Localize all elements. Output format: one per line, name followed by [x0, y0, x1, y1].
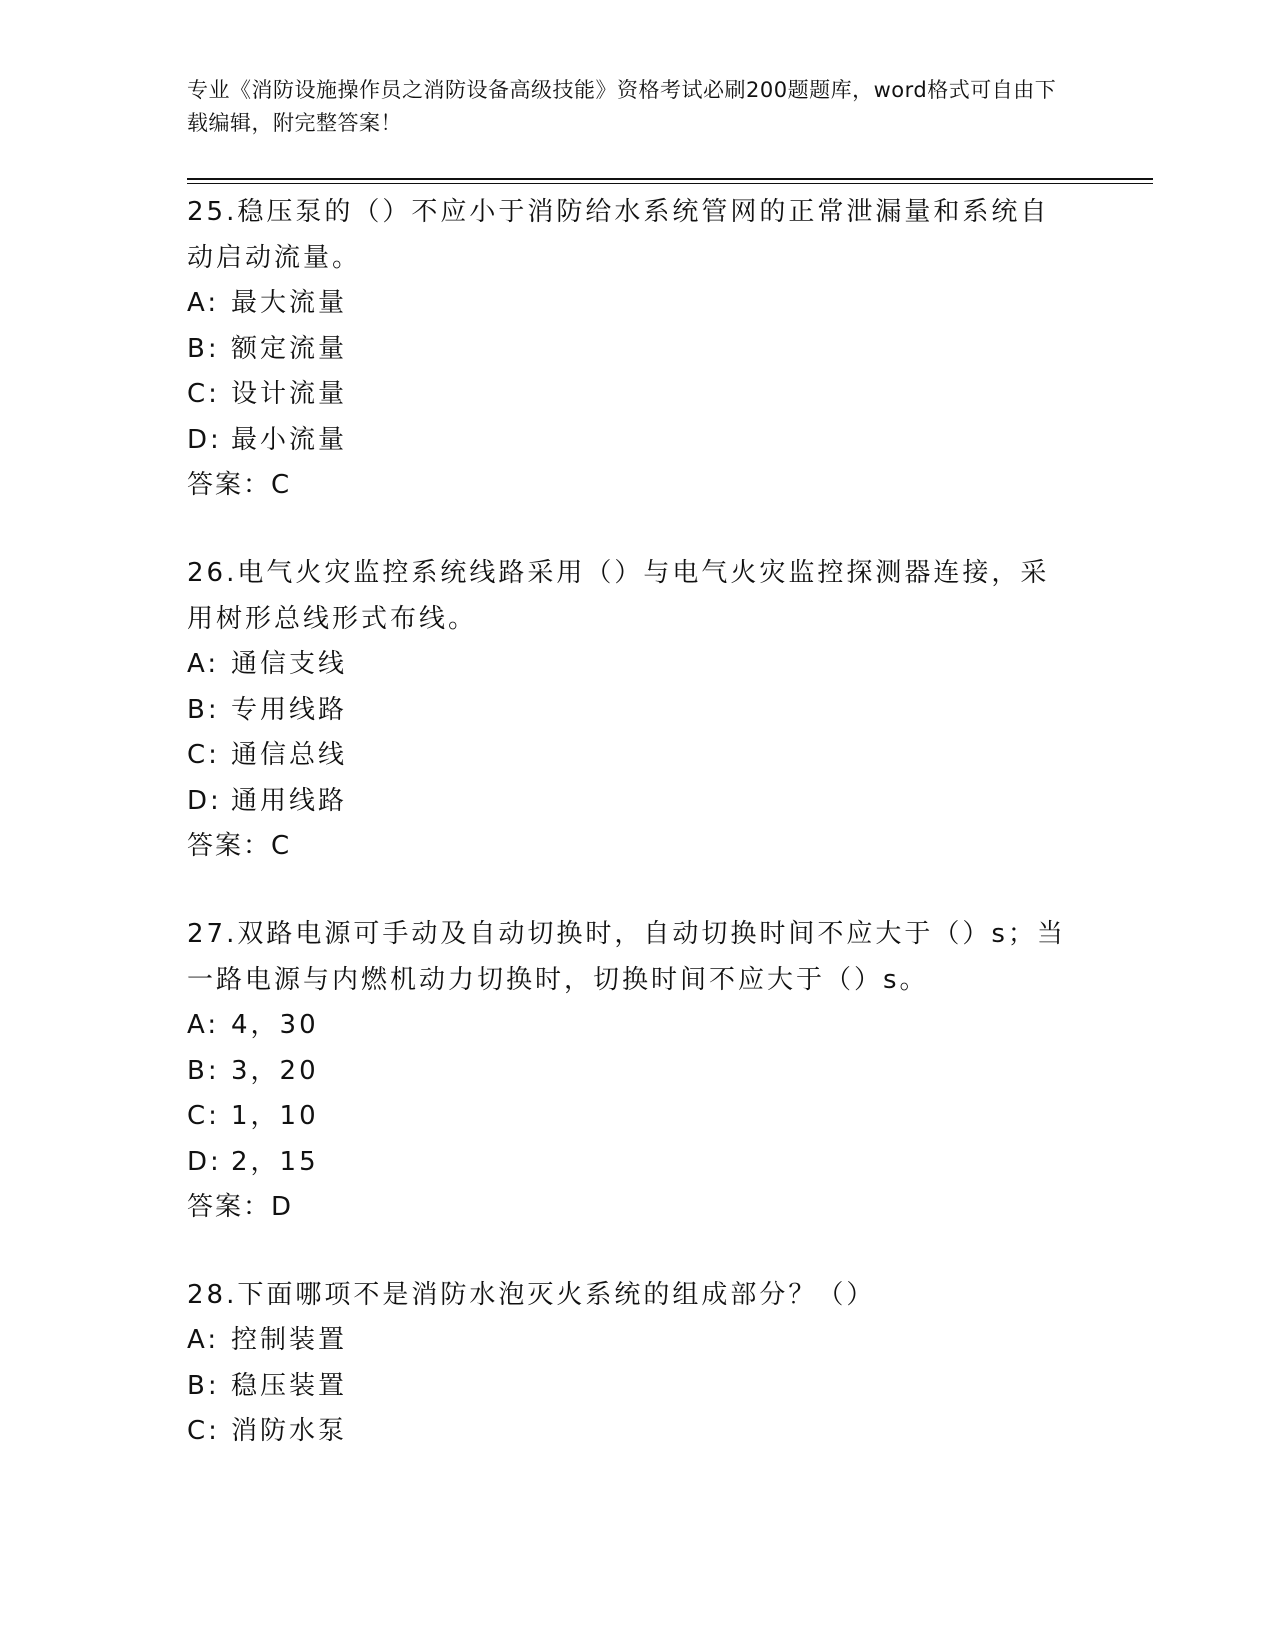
option-key: D: — [187, 785, 222, 816]
answer-value: C — [271, 831, 290, 861]
option-text: 稳压装置 — [231, 1370, 348, 1401]
answer-line — [187, 463, 1087, 508]
option-key: C: — [187, 1416, 220, 1446]
option-key: D: — [187, 1146, 222, 1177]
option-key: B: — [187, 333, 220, 364]
header-divider-thick — [187, 178, 1153, 180]
option-text: 2，15 — [231, 1146, 319, 1177]
option-key: A: — [187, 288, 220, 318]
option-key: A: — [187, 649, 220, 679]
option-c — [187, 1094, 1087, 1140]
answer-value: C — [271, 470, 290, 500]
option-key: D: — [187, 424, 222, 455]
question-stem: 25.稳压泵的（）不应小于消防给水系统管网的正常泄漏量和系统自动启动流量。 — [187, 197, 1050, 273]
option-text: 最大流量 — [231, 288, 348, 318]
question-25 — [187, 189, 1087, 508]
answer-label: 答案： — [187, 1192, 272, 1222]
option-text: 最小流量 — [231, 424, 348, 455]
option-c — [187, 733, 1087, 779]
option-key: A: — [187, 1325, 220, 1355]
question-list — [187, 189, 1087, 1497]
option-text: 专用线路 — [231, 694, 348, 725]
question-28 — [187, 1272, 1087, 1455]
option-key: A: — [187, 1010, 220, 1040]
option-text: 通信支线 — [231, 649, 348, 679]
option-text: 4，30 — [231, 1010, 319, 1040]
option-b — [187, 1364, 1087, 1410]
answer-line — [187, 824, 1087, 869]
option-key: B: — [187, 1055, 220, 1086]
option-text: 控制装置 — [231, 1325, 348, 1355]
option-a — [187, 642, 1087, 688]
option-text: 通用线路 — [231, 785, 348, 816]
question-26 — [187, 550, 1087, 869]
question-stem: 26.电气火灾监控系统线路采用（）与电气火灾监控探测器连接，采用树形总线形式布线。 — [187, 558, 1050, 634]
option-text: 消防水泵 — [231, 1416, 348, 1446]
option-key: B: — [187, 1370, 220, 1401]
option-c — [187, 1409, 1087, 1455]
answer-line — [187, 1185, 1087, 1230]
answer-label: 答案： — [187, 831, 272, 861]
option-c — [187, 372, 1087, 418]
option-d — [187, 1140, 1087, 1186]
option-text: 额定流量 — [231, 333, 348, 364]
option-b — [187, 1049, 1087, 1095]
answer-value: D — [271, 1192, 292, 1222]
question-stem: 27.双路电源可手动及自动切换时，自动切换时间不应大于（）s；当一路电源与内燃机动力切换时，切换时间不应大于（）s。 — [187, 919, 1066, 995]
option-key: C: — [187, 740, 220, 770]
option-text: 通信总线 — [231, 740, 348, 770]
option-key: C: — [187, 379, 220, 409]
question-stem: 28.下面哪项不是消防水泡灭火系统的组成部分？（） — [187, 1280, 876, 1310]
option-d — [187, 779, 1087, 825]
option-b — [187, 327, 1087, 373]
header-divider-thin — [187, 183, 1153, 184]
question-27 — [187, 911, 1087, 1230]
option-a — [187, 1003, 1087, 1049]
option-text: 3，20 — [231, 1055, 319, 1086]
option-a — [187, 281, 1087, 327]
answer-label: 答案： — [187, 470, 272, 500]
option-a — [187, 1318, 1087, 1364]
document-intro: 专业《消防设施操作员之消防设备高级技能》资格考试必刷200题题库，word格式可自由下载编辑，附完整答案！ — [187, 78, 1057, 135]
option-text: 1，10 — [231, 1101, 319, 1131]
option-d — [187, 418, 1087, 464]
option-key: C: — [187, 1101, 220, 1131]
option-key: B: — [187, 694, 220, 725]
option-text: 设计流量 — [231, 379, 348, 409]
option-b — [187, 688, 1087, 734]
